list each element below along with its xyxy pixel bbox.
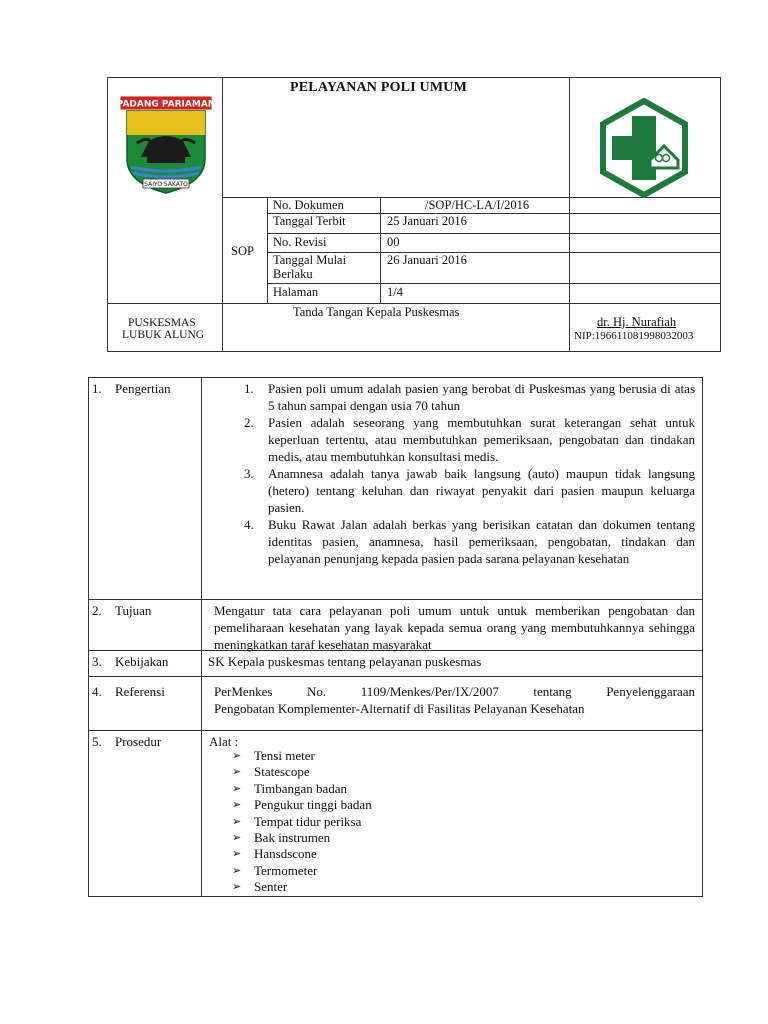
- kebijakan-content: SK Kepala puskesmas tentang pelayanan puskesmas: [208, 654, 482, 669]
- alat-list: [232, 748, 532, 896]
- logo-motto-text: SAIYO SAKATO: [144, 181, 188, 188]
- logo-banner-text: PADANG PARIAMAN: [119, 99, 213, 110]
- list-item: [232, 830, 532, 846]
- meta-label-no-dokumen: No. Dokumen: [273, 198, 344, 212]
- meta-label-tanggal-mulai: Tanggal Mulai: [273, 253, 347, 267]
- document-title: PELAYANAN POLI UMUM: [290, 80, 467, 95]
- section-label-referensi: Referensi: [115, 684, 165, 699]
- section-number-kebijakan: 3.: [92, 654, 102, 669]
- arrow-bullet-icon: ➢: [232, 798, 242, 812]
- meta-value-no-revisi: 00: [387, 235, 400, 249]
- arrow-bullet-icon: ➢: [232, 847, 242, 861]
- arrow-bullet-icon: ➢: [232, 830, 242, 844]
- meta-value-tanggal-mulai: 26 Januari 2016: [387, 253, 467, 267]
- meta-label-no-revisi: No. Revisi: [273, 235, 327, 249]
- meta-value-halaman: 1/4: [387, 285, 403, 299]
- arrow-bullet-icon: ➢: [232, 765, 242, 779]
- meta-label-halaman: Halaman: [273, 285, 319, 299]
- list-item: [232, 781, 532, 797]
- signature-label: Tanda Tangan Kepala Puskesmas: [293, 305, 460, 319]
- alat-item-text: Tempat tidur periksa: [254, 813, 362, 829]
- referensi-line1: PerMenkes No. 1109/Menkes/Per/IX/2007 tentang Penyelenggaraan: [214, 684, 695, 699]
- arrow-bullet-icon: ➢: [232, 863, 242, 877]
- list-item: 1. Pasien poli umum adalah pasien yang berobat di Puskesmas yang berusia di atas 5 tahun sampai dengan usia 70 tahun: [244, 381, 695, 413]
- meta-label-berlaku: Berlaku: [273, 267, 313, 281]
- section-label-prosedur: Prosedur: [115, 734, 162, 749]
- list-item: [232, 764, 532, 780]
- section-number-tujuan: 2.: [92, 603, 102, 618]
- list-item: [232, 797, 532, 813]
- alat-item-text: Pengukur tinggi badan: [254, 797, 372, 813]
- section-label-pengertian: Pengertian: [115, 381, 171, 396]
- alat-item-text: Senter: [254, 879, 288, 895]
- arrow-bullet-icon: ➢: [232, 814, 242, 828]
- puskesmas-logo: [594, 98, 694, 198]
- puskesmas-cross-logo-icon: [594, 98, 694, 198]
- referensi-content: [214, 683, 695, 717]
- list-item: [232, 814, 532, 830]
- meta-value-no-dokumen: /SOP/HC-LA/I/2016: [425, 198, 530, 212]
- arrow-bullet-icon: ➢: [232, 880, 242, 894]
- sop-header-table: [107, 77, 721, 352]
- alat-item-text: Timbangan badan: [254, 780, 348, 796]
- sop-label: SOP: [231, 244, 254, 258]
- section-number-prosedur: 5.: [92, 734, 102, 749]
- meta-label-tanggal-terbit: Tanggal Terbit: [273, 214, 346, 228]
- list-item: [232, 748, 532, 764]
- alat-item-text: Bak instrumen: [254, 829, 331, 845]
- tujuan-content: Mengatur tata cara pelayanan poli umum untuk untuk memberikan pengobatan dan pemeliharaan kesehatan yang layak kepada semua orang yang membutuhkannya sehingga meningkatkan taraf kesehatan masyarakat: [214, 603, 695, 652]
- head-nip: NIP:196611081998032003: [574, 330, 694, 342]
- list-item: 4. Buku Rawat Jalan adalah berkas yang berisikan catatan dan dokumen tentang identitas pasien, anamnesa, hasil pemeriksaan, pengobatan, tindakan dan pelayanan penunjang kepada pasien pada sarana pelayanan kesehatan: [244, 517, 695, 566]
- list-item: 3. Anamnesa adalah tanya jawab baik langsung (auto) maupun tidak langsung (hetero) tentang keluhan dan riwayat penyakit dari pasien maupun keluarga pasien.: [244, 466, 695, 515]
- section-number-referensi: 4.: [92, 684, 102, 699]
- alat-item-text: Tensi meter: [254, 748, 315, 763]
- org-name-line2: LUBUK ALUNG: [122, 329, 205, 341]
- alat-label: Alat :: [209, 734, 239, 749]
- arrow-bullet-icon: ➢: [232, 781, 242, 795]
- list-item: [232, 879, 532, 895]
- alat-item-text: Termometer: [254, 862, 318, 878]
- head-name: dr. Hj. Nurafiah: [597, 315, 677, 329]
- meta-value-tanggal-terbit: 25 Januari 2016: [387, 214, 467, 228]
- alat-item-text: Hansdscone: [254, 846, 317, 862]
- section-label-tujuan: Tujuan: [115, 603, 152, 618]
- sop-content-table: [88, 377, 703, 897]
- padang-pariaman-logo: [119, 95, 213, 195]
- section-label-kebijakan: Kebijakan: [115, 654, 169, 669]
- list-item: 2. Pasien adalah seseorang yang membutuhkan surat keterangan sehat untuk keperluan tertentu, atau membutuhkan pemeriksaan, pengobatan dan tindakan medis, atau membutuhkan konsultasi medis.: [244, 415, 695, 464]
- list-item: [232, 863, 532, 879]
- referensi-line2: Pengobatan Komplementer-Alternatif di Fasilitas Pelayanan Kesehatan: [214, 701, 585, 716]
- arrow-bullet-icon: ➢: [232, 749, 242, 762]
- org-name-line1: PUSKESMAS: [128, 317, 196, 329]
- alat-item-text: Statescope: [254, 764, 310, 780]
- pengertian-content: [238, 380, 695, 567]
- padang-pariaman-emblem-icon: [119, 95, 213, 195]
- section-number-pengertian: 1.: [92, 381, 102, 396]
- list-item: [232, 846, 532, 862]
